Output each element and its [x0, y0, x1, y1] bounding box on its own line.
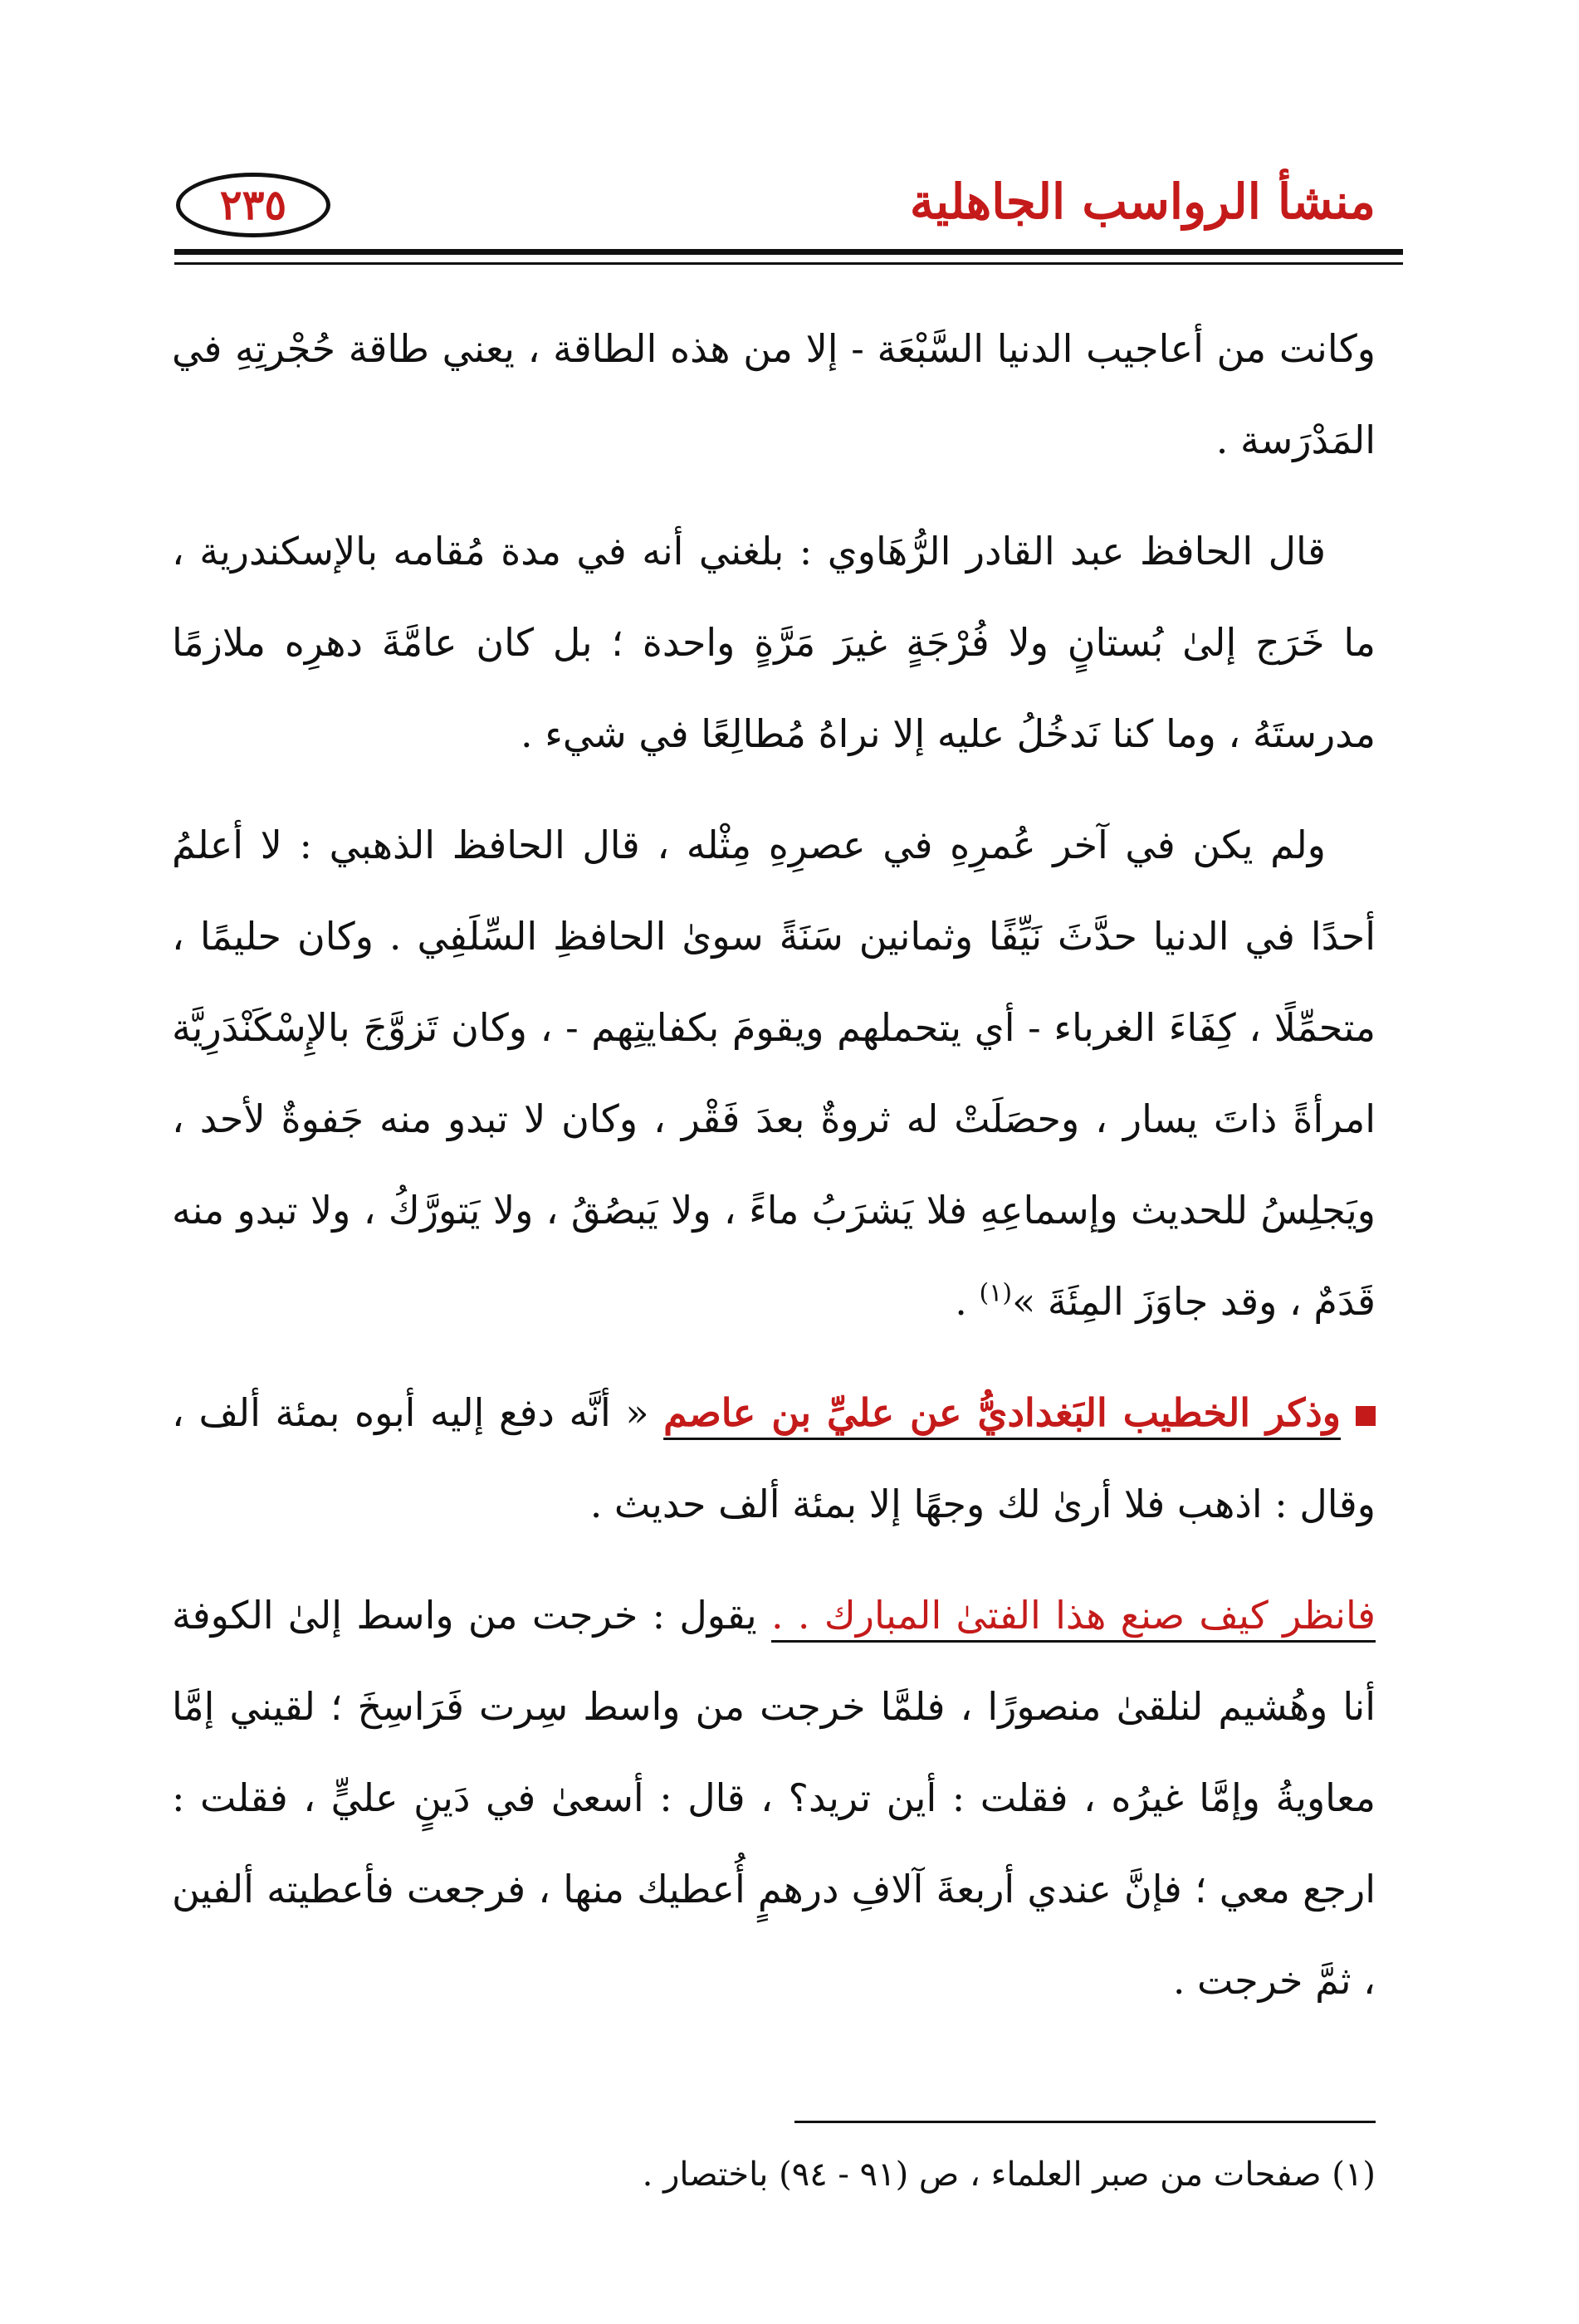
footnote: (١) صفحات من صبر العلماء ، ص (٩١ - ٩٤) باختصار .: [642, 2156, 1376, 2194]
paragraph-4-text: « أنَّه دفع إليه أبوه بمئة ألف ، وقال : اذهب فلا أرىٰ لك وجهًا إلا بمئة ألف حديث .: [172, 1390, 1376, 1526]
paragraph-5: [172, 1570, 1376, 2026]
footnote-ref[interactable]: (١): [979, 1278, 1013, 1308]
paragraph-5-heading: فانظر كيف صنع هذا الفتىٰ المبارك . .: [770, 1593, 1376, 1638]
paragraph-4: [172, 1367, 1376, 1550]
paragraph-2: قال الحافظ عبد القادر الرُّهَاوي : بلغني أنه في مدة مُقامه بالإسكندرية ، ما خَرَج إلىٰ بُستانٍ ولا فُرْجَةٍ غيرَ مَرَّةٍ واحدة ؛ بل كان عامَّةَ دهرِه ملازمًا مدرستَهُ ، وما كنا نَدخُلُ عليه إلا نراهُ مُطالِعًا في شيء .: [172, 529, 1376, 756]
page-number: ٢٣٥: [219, 180, 287, 229]
body-text: [172, 303, 1376, 2046]
paragraph-3-text: ولم يكن في آخر عُمرِهِ في عصرِهِ مِثْله ، قال الحافظ الذهبي : لا أعلمُ أحدًا في الدنيا حدَّثَ نَيِّفًا وثمانين سَنَةً سوىٰ الحافظِ السِّلَفِي . وكان حليمًا ، متحمِّلًا ، كِفَاءَ الغرباء - أي يتحملهم ويقومَ بكفايتِهم - ، وكان تَزوَّجَ بالإِسْكَنْدَرِيَّة امرأةً ذاتَ يسار ، وحصَلَتْ له ثروةٌ بعدَ فَقْر ، وكان لا تبدو منه جَفوةٌ لأحد ، ويَجلِسُ للحديث وإسماعِهِ فلا يَشرَبُ ماءً ، ولا يَبصُقُ ، ولا يَتورَّكُ ، ولا تبدو منه قَدَمٌ ، وقد جاوَزَ المِئَةَ »: [172, 823, 1376, 1324]
paragraph-4-heading: وذكر الخطيب البَغداديُّ عن عليِّ بن عاصم: [663, 1390, 1341, 1435]
paragraph-5-text: يقول : خرجت من واسط إلىٰ الكوفة أنا وهُشيم لنلقىٰ منصورًا ، فلمَّا خرجت من واسط سِرت فَرَاسِخَ ؛ لقيني إمَّا معاويةُ وإمَّا غيرُه ، فقلت : أين تريد؟ ، قال : أسعىٰ في دَينٍ عليٍّ ، فقلت : ارجع معي ؛ فإنَّ عندي أربعةَ آلافِ درهمٍ أُعطيك منها ، فرجعت فأعطيته ألفين ، ثمَّ خرجت .: [172, 1593, 1376, 2003]
page-number-badge: [176, 173, 330, 237]
paragraph-1: وكانت من أعاجيب الدنيا السَّبْعَة - إلا من هذه الطاقة ، يعني طاقة حُجْرتِهِ في المَدْرَسة .: [172, 326, 1376, 462]
footnote-rule: [794, 2121, 1376, 2123]
paragraph-3-end: .: [955, 1279, 980, 1324]
running-title: منشأ الرواسب الجاهلية: [909, 173, 1376, 230]
square-bullet-icon: [1356, 1406, 1376, 1426]
paragraph-3: [172, 799, 1376, 1347]
header-rule-thin: [174, 262, 1403, 265]
header-rule-thick: [174, 249, 1403, 255]
